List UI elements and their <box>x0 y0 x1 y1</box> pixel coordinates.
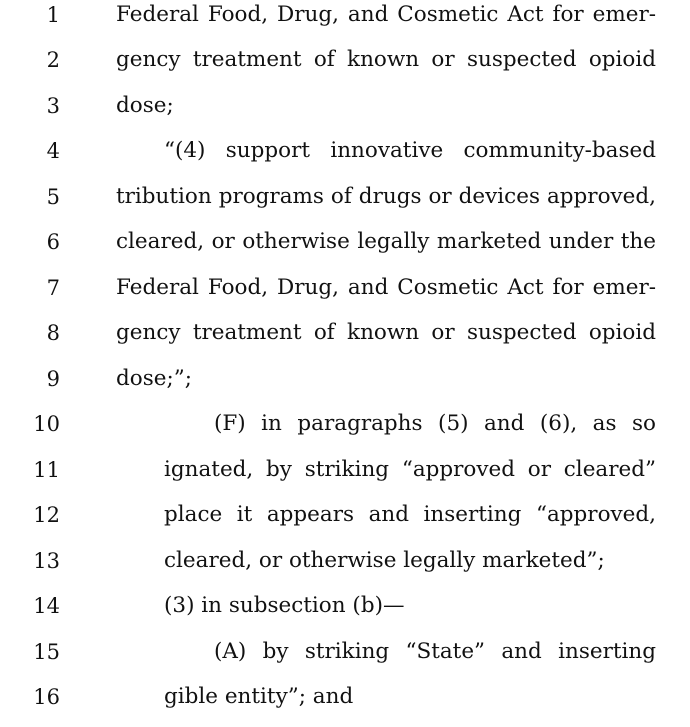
document-line <box>0 682 690 727</box>
document-line <box>0 455 690 500</box>
line-number: 8 <box>46 321 60 345</box>
line-text: Federal Food, Drug, and Cosmetic Act for emer- <box>116 2 656 27</box>
line-text: dose; <box>116 93 174 118</box>
line-text: (3) in subsection (b)— <box>164 593 405 618</box>
document-line <box>0 91 690 136</box>
document-line <box>0 409 690 454</box>
document-line <box>0 318 690 363</box>
line-number: 6 <box>46 230 60 254</box>
line-text: cleared, or otherwise legally marketed”; <box>164 548 605 573</box>
line-number: 15 <box>33 640 60 664</box>
document-line <box>0 0 690 45</box>
line-text: gency treatment of known or suspected opioid <box>116 47 656 72</box>
line-number: 4 <box>46 139 60 163</box>
line-text: dose;”; <box>116 366 192 391</box>
line-number: 13 <box>33 549 60 573</box>
line-number: 7 <box>46 276 60 300</box>
line-text: ignated, by striking “approved or cleared” <box>164 457 656 482</box>
line-number: 14 <box>33 594 60 618</box>
line-text: Federal Food, Drug, and Cosmetic Act for emer- <box>116 275 656 300</box>
document-line <box>0 227 690 272</box>
line-text: place it appears and inserting “approved, <box>164 502 656 527</box>
line-number: 2 <box>46 48 60 72</box>
document-line <box>0 136 690 181</box>
line-number: 1 <box>46 3 60 27</box>
line-number: 10 <box>33 412 60 436</box>
line-number: 5 <box>46 185 60 209</box>
line-number: 16 <box>33 685 60 709</box>
line-text: gency treatment of known or suspected opioid <box>116 320 656 345</box>
line-text: gible entity”; and <box>164 684 354 709</box>
line-number: 12 <box>33 503 60 527</box>
document-line <box>0 364 690 409</box>
document-line <box>0 500 690 545</box>
document-line <box>0 182 690 227</box>
line-number: 9 <box>46 367 60 391</box>
line-number: 3 <box>46 94 60 118</box>
document-line <box>0 637 690 682</box>
document-line <box>0 45 690 90</box>
document-line <box>0 273 690 318</box>
line-text: (A) by striking “State” and inserting <box>214 639 656 664</box>
line-text: (F) in paragraphs (5) and (6), as so <box>214 411 656 436</box>
line-number: 11 <box>33 458 60 482</box>
line-text: cleared, or otherwise legally marketed under the <box>116 229 656 254</box>
document-line <box>0 591 690 636</box>
line-text: tribution programs of drugs or devices approved, <box>116 184 656 209</box>
document-line <box>0 546 690 591</box>
line-text: “(4) support innovative community-based <box>164 138 656 163</box>
